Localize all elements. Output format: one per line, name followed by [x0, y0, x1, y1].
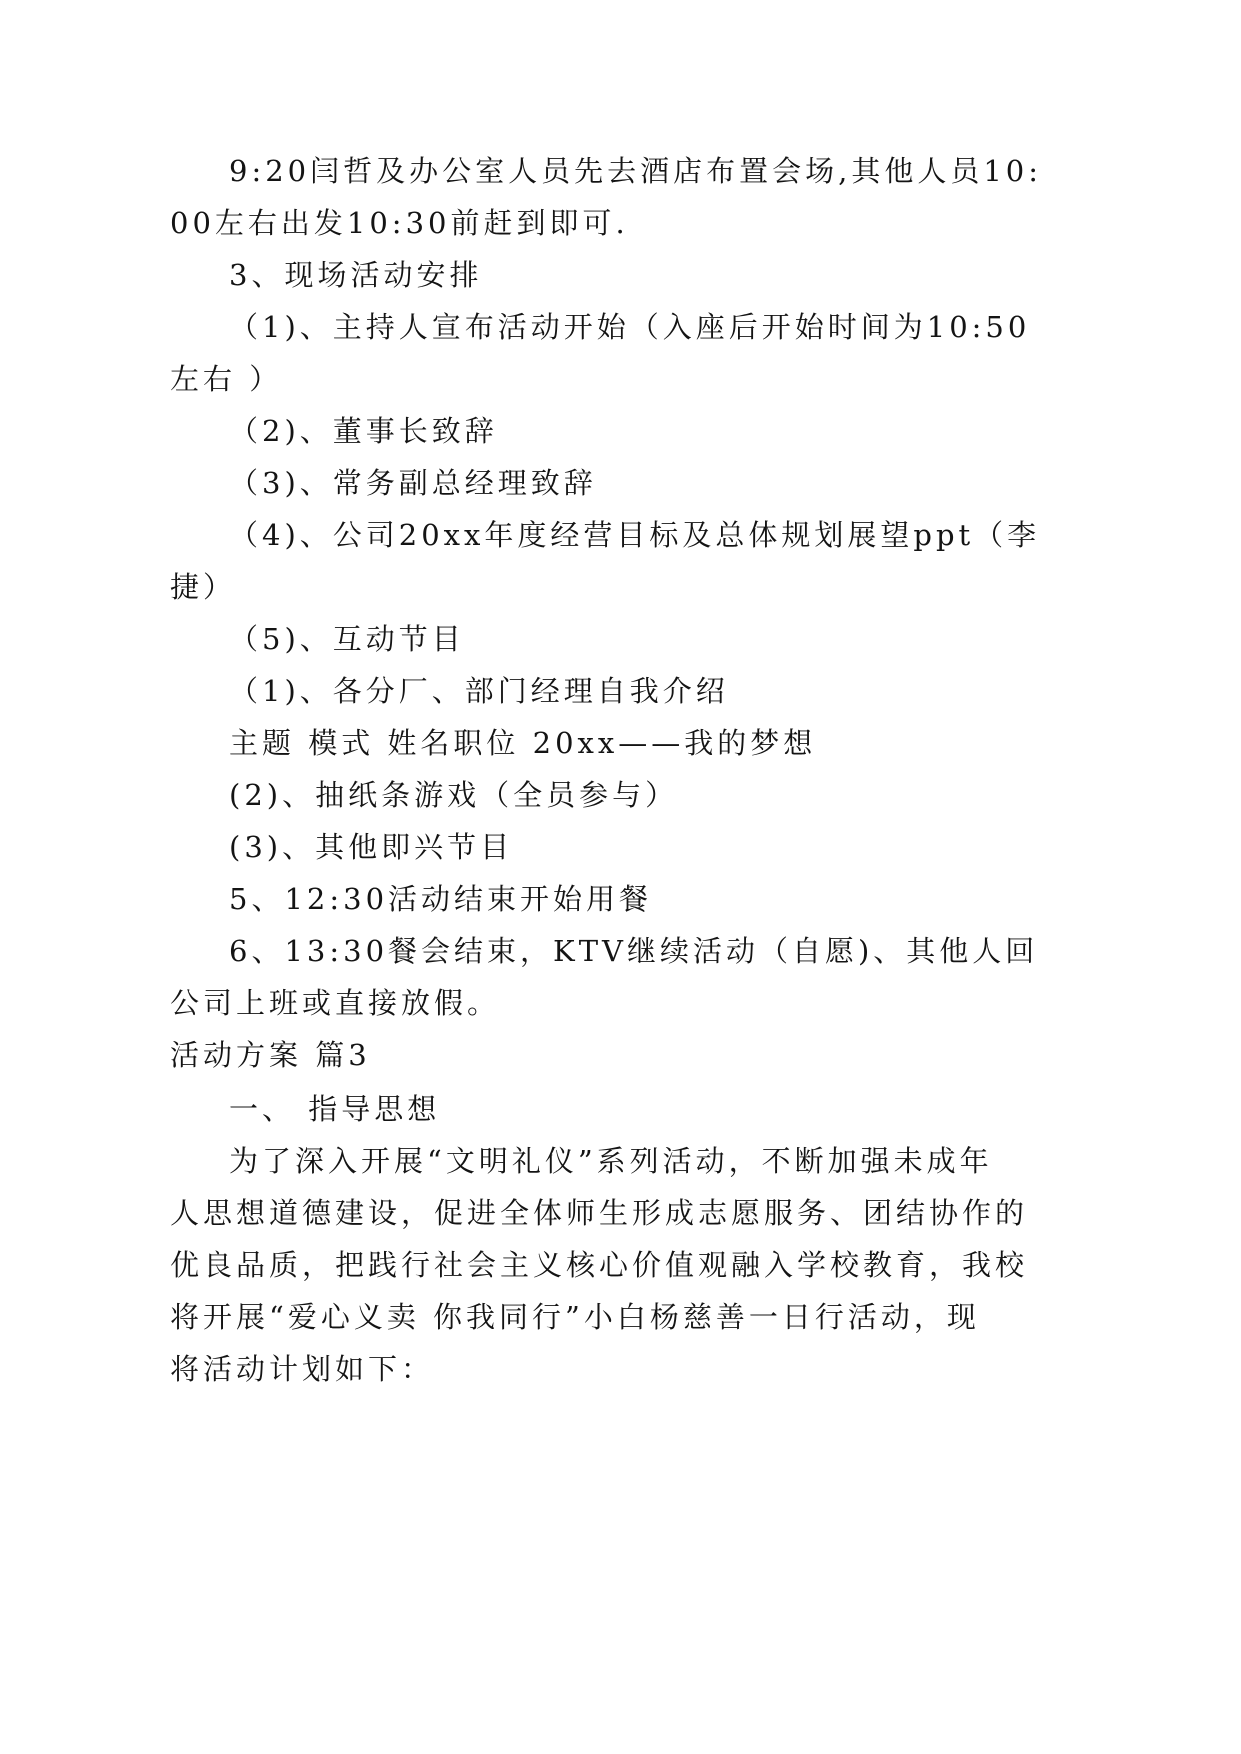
text-line: 将活动计划如下： [170, 1352, 435, 1386]
text-line: （1)、各分厂、部门经理自我介绍 [229, 674, 729, 708]
text-line: 5、12:30活动结束开始用餐 [229, 882, 653, 916]
text-line: (3)、其他即兴节目 [229, 830, 514, 864]
text-line: （5)、互动节目 [229, 622, 465, 656]
text-line: 人思想道德建设，促进全体师生形成志愿服务、团结协作的 [170, 1196, 1029, 1230]
text-line: 6、13:30餐会结束，KTV继续活动（自愿)、其他人回 [229, 934, 1039, 968]
text-line: （3)、常务副总经理致辞 [229, 466, 597, 500]
text-line: 3、现场活动安排 [229, 258, 483, 292]
text-line: 主题 模式 姓名职位 20xx——我的梦想 [229, 726, 817, 760]
text-line: （1)、主持人宣布活动开始（入座后开始时间为10:50 [229, 310, 1031, 344]
text-line: （4)、公司20xx年度经营目标及总体规划展望ppt（李 [229, 518, 1041, 552]
text-line: (2)、抽纸条游戏（全员参与） [229, 778, 679, 812]
text-line: 00左右出发10:30前赶到即可. [170, 206, 629, 240]
text-line: 捷） [170, 570, 237, 604]
text-line: 为了深入开展“文明礼仪”系列活动，不断加强未成年 [229, 1144, 993, 1178]
text-line: 左右 ） [170, 362, 283, 396]
section-heading: 活动方案 篇3 [170, 1038, 371, 1072]
text-line: 9:20闫哲及办公室人员先去酒店布置会场,其他人员10: [229, 154, 1043, 188]
text-line: 公司上班或直接放假。 [170, 986, 501, 1020]
text-line: 一、 指导思想 [229, 1092, 441, 1126]
text-line: 优良品质，把践行社会主义核心价值观融入学校教育，我校 [170, 1248, 1029, 1282]
text-line: （2)、董事长致辞 [229, 414, 498, 448]
text-line: 将开展“爱心义卖 你我同行”小白杨慈善一日行活动，现 [170, 1300, 980, 1334]
